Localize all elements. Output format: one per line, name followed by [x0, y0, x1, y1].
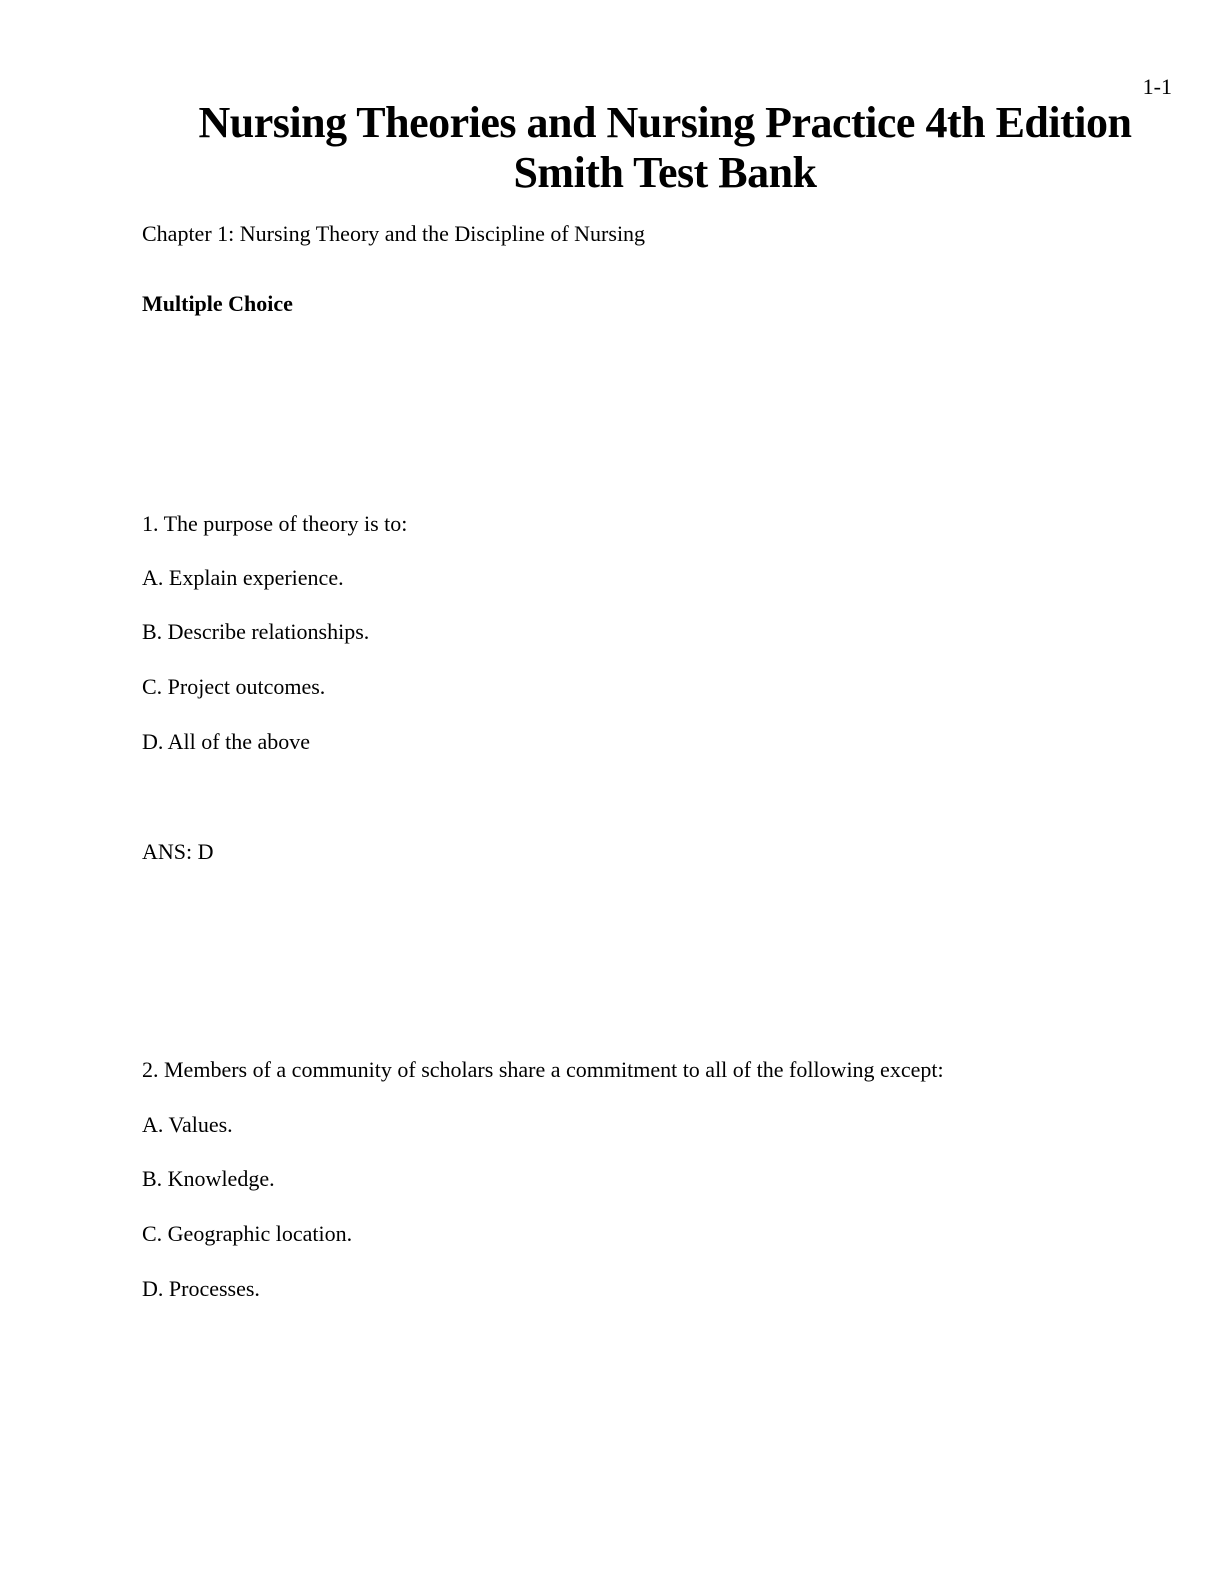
answer-option: A. Values.: [142, 1112, 233, 1137]
answer-option: D. Processes.: [142, 1276, 260, 1301]
question-stem: 2. Members of a community of scholars share a commitment to all of the following except:: [142, 1057, 944, 1082]
answer-option: C. Geographic location.: [142, 1221, 353, 1246]
chapter-heading: Chapter 1: Nursing Theory and the Discipline of Nursing: [142, 221, 646, 246]
question-stem: 1. The purpose of theory is to:: [142, 511, 408, 536]
answer-option: C. Project outcomes.: [142, 674, 326, 699]
title-line-1: Nursing Theories and Nursing Practice 4th Edition: [198, 98, 1132, 147]
answer-option: A. Explain experience.: [142, 565, 344, 590]
title-line-2: Smith Test Bank: [513, 148, 817, 197]
answer-option: B. Describe relationships.: [142, 619, 370, 644]
document-title: [140, 98, 1190, 198]
section-heading: Multiple Choice: [142, 291, 293, 316]
answer-option: B. Knowledge.: [142, 1166, 275, 1191]
answer-key: ANS: D: [142, 839, 214, 864]
page-number: 1-1: [1142, 74, 1172, 99]
answer-option: D. All of the above: [142, 729, 311, 754]
